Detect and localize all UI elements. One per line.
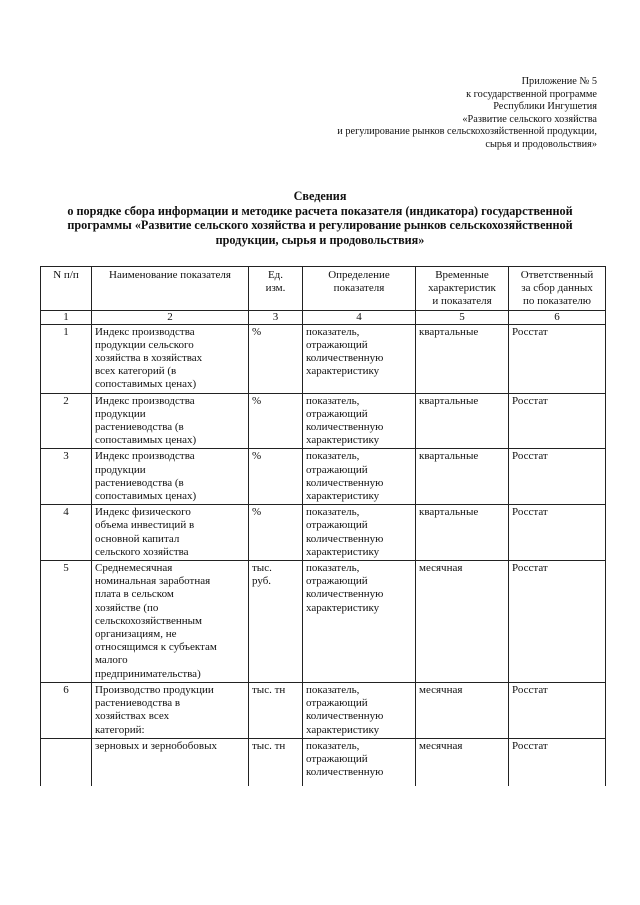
annex-line: «Развитие сельского хозяйства bbox=[462, 113, 597, 125]
row-number: 4 bbox=[41, 505, 92, 561]
row-number: 2 bbox=[41, 393, 92, 449]
definition-line: характеристику bbox=[306, 490, 380, 503]
unit-of-measure bbox=[249, 561, 303, 683]
indicator-name-line: продукции bbox=[95, 407, 146, 420]
definition-line: отражающий bbox=[306, 752, 368, 765]
header-frequency bbox=[416, 267, 509, 311]
indicator-name-line: малого bbox=[95, 654, 128, 667]
table-row bbox=[41, 393, 606, 449]
header-frequency-line: характеристик bbox=[428, 282, 496, 295]
definition-line: показатель, bbox=[306, 325, 360, 338]
indicator-name-line: продукции сельского bbox=[95, 338, 194, 351]
indicator-name-line: Индекс физического bbox=[95, 506, 191, 519]
time-characteristic: квартальные bbox=[416, 505, 509, 561]
indicator-name-line: сопоставимых ценах) bbox=[95, 434, 197, 447]
definition-line: количественную bbox=[306, 588, 384, 601]
indicator-name bbox=[92, 505, 249, 561]
document-title: Сведения bbox=[293, 189, 347, 203]
responsible-party: Росстат bbox=[509, 324, 606, 393]
unit-line: тыс. тн bbox=[252, 739, 286, 752]
indicator-name-line: сопоставимых ценах) bbox=[95, 490, 197, 503]
indicator-name-line: плата в сельском bbox=[95, 588, 174, 601]
document-heading bbox=[40, 189, 600, 247]
indicator-name-line: всех категорий (в bbox=[95, 365, 177, 378]
row-number bbox=[41, 738, 92, 786]
indicator-name-line: растениеводства (в bbox=[95, 476, 184, 489]
indicator-name-line: хозяйствах всех bbox=[95, 710, 170, 723]
table-row bbox=[41, 561, 606, 683]
indicator-definition bbox=[303, 738, 416, 786]
indicator-name-line: относящимся к субъектам bbox=[95, 641, 217, 654]
definition-line: отражающий bbox=[306, 407, 368, 420]
definition-line: количественную bbox=[306, 352, 384, 365]
definition-line: отражающий bbox=[306, 575, 368, 588]
definition-line: показатель, bbox=[306, 394, 360, 407]
indicator-definition bbox=[303, 505, 416, 561]
definition-line: отражающий bbox=[306, 338, 368, 351]
definition-line: характеристику bbox=[306, 723, 380, 736]
responsible-party: Росстат bbox=[509, 561, 606, 683]
definition-line: показатель, bbox=[306, 506, 360, 519]
header-definition-line: Определение bbox=[328, 269, 390, 281]
table-row bbox=[41, 324, 606, 393]
indicator-name-line: Индекс производства bbox=[95, 394, 195, 407]
column-number: 3 bbox=[249, 310, 303, 324]
annex-line: и регулирование рынков сельскохозяйственной продукции, bbox=[337, 126, 597, 138]
header-frequency-line: Временные bbox=[435, 269, 489, 281]
time-characteristic: квартальные bbox=[416, 393, 509, 449]
indicator-name-line: Среднемесячная bbox=[95, 562, 173, 575]
unit-line: тыс. bbox=[252, 562, 272, 575]
header-responsible-line: за сбор данных bbox=[521, 282, 593, 295]
document-subtitle-line: продукции, сырья и продовольствия» bbox=[215, 232, 425, 247]
definition-line: количественную bbox=[306, 476, 384, 489]
indicator-definition bbox=[303, 682, 416, 738]
indicator-name bbox=[92, 738, 249, 786]
table-row bbox=[41, 738, 606, 786]
indicator-name-line: растениеводства в bbox=[95, 697, 181, 710]
definition-line: количественную bbox=[306, 710, 384, 723]
definition-line: показатель, bbox=[306, 450, 360, 463]
unit-line: тыс. тн bbox=[252, 683, 286, 696]
header-frequency-line: и показателя bbox=[432, 295, 492, 308]
unit-of-measure bbox=[249, 449, 303, 505]
definition-line: количественную bbox=[306, 421, 384, 434]
indicator-name bbox=[92, 682, 249, 738]
annex-line: Республики Ингушетия bbox=[493, 101, 597, 113]
header-num: N п/п bbox=[41, 267, 92, 311]
unit-line: % bbox=[252, 450, 262, 463]
indicator-definition bbox=[303, 324, 416, 393]
unit-of-measure bbox=[249, 738, 303, 786]
table-row bbox=[41, 449, 606, 505]
responsible-party: Росстат bbox=[509, 393, 606, 449]
definition-line: характеристику bbox=[306, 434, 380, 447]
indicator-name bbox=[92, 561, 249, 683]
column-number: 4 bbox=[303, 310, 416, 324]
annex-note bbox=[267, 76, 597, 152]
indicator-name-line: номинальная заработная bbox=[95, 575, 211, 588]
column-number: 5 bbox=[416, 310, 509, 324]
indicator-name-line: хозяйства в хозяйствах bbox=[95, 352, 203, 365]
indicator-name-line: Индекс производства bbox=[95, 325, 195, 338]
time-characteristic: месячная bbox=[416, 682, 509, 738]
time-characteristic: месячная bbox=[416, 561, 509, 683]
header-unit-line: изм. bbox=[265, 282, 286, 295]
unit-line: % bbox=[252, 325, 262, 338]
responsible-party: Росстат bbox=[509, 738, 606, 786]
document-subtitle-line: программы «Развитие сельского хозяйства и регулирование рынков сельскохозяйственной bbox=[67, 218, 573, 233]
definition-line: отражающий bbox=[306, 463, 368, 476]
table-header-row bbox=[41, 267, 606, 311]
header-unit-line: Ед. bbox=[267, 269, 284, 281]
column-number: 2 bbox=[92, 310, 249, 324]
responsible-party: Росстат bbox=[509, 505, 606, 561]
annex-line: к государственной программе bbox=[466, 88, 597, 100]
indicator-name-line: категорий: bbox=[95, 723, 145, 736]
responsible-party: Росстат bbox=[509, 449, 606, 505]
annex-line: Приложение № 5 bbox=[521, 76, 597, 87]
definition-line: отражающий bbox=[306, 697, 368, 710]
unit-line: руб. bbox=[252, 575, 272, 588]
indicator-name-line: хозяйстве (по bbox=[95, 601, 159, 614]
header-unit bbox=[249, 267, 303, 311]
unit-of-measure bbox=[249, 682, 303, 738]
indicator-name-line: сопоставимых ценах) bbox=[95, 378, 197, 391]
definition-line: характеристику bbox=[306, 545, 380, 558]
indicator-definition bbox=[303, 561, 416, 683]
unit-of-measure bbox=[249, 505, 303, 561]
indicators-table bbox=[40, 266, 606, 786]
time-characteristic: месячная bbox=[416, 738, 509, 786]
unit-of-measure bbox=[249, 324, 303, 393]
column-number-row bbox=[41, 310, 606, 324]
definition-line: характеристику bbox=[306, 601, 380, 614]
header-name: Наименование показателя bbox=[92, 267, 249, 311]
indicator-name-line: Производство продукции bbox=[95, 683, 214, 696]
row-number: 3 bbox=[41, 449, 92, 505]
indicator-name-line: предпринимательства) bbox=[95, 667, 201, 680]
indicator-name-line: сельскохозяйственным bbox=[95, 614, 202, 627]
header-responsible-line: Ответственный bbox=[520, 269, 594, 281]
time-characteristic: квартальные bbox=[416, 449, 509, 505]
definition-line: показатель, bbox=[306, 683, 360, 696]
definition-line: количественную bbox=[306, 532, 384, 545]
indicator-name-line: организациям, не bbox=[95, 628, 177, 641]
header-definition-line: показателя bbox=[333, 282, 385, 295]
column-number: 1 bbox=[41, 310, 92, 324]
indicator-definition bbox=[303, 393, 416, 449]
row-number: 5 bbox=[41, 561, 92, 683]
unit-of-measure bbox=[249, 393, 303, 449]
table-row bbox=[41, 505, 606, 561]
indicator-name-line: Индекс производства bbox=[95, 450, 195, 463]
indicator-definition bbox=[303, 449, 416, 505]
unit-line: % bbox=[252, 506, 262, 519]
row-number: 1 bbox=[41, 324, 92, 393]
header-responsible-line: по показателю bbox=[523, 295, 591, 308]
indicator-name bbox=[92, 324, 249, 393]
time-characteristic: квартальные bbox=[416, 324, 509, 393]
definition-line: отражающий bbox=[306, 519, 368, 532]
indicator-name bbox=[92, 449, 249, 505]
indicator-name-line: объема инвестиций в bbox=[95, 519, 195, 532]
indicator-name-line: растениеводства (в bbox=[95, 421, 184, 434]
definition-line: количественную bbox=[306, 766, 384, 779]
annex-line: сырья и продовольствия» bbox=[485, 138, 597, 150]
header-definition bbox=[303, 267, 416, 311]
responsible-party: Росстат bbox=[509, 682, 606, 738]
definition-line: показатель, bbox=[306, 739, 360, 752]
definition-line: показатель, bbox=[306, 562, 360, 575]
header-responsible bbox=[509, 267, 606, 311]
indicator-name bbox=[92, 393, 249, 449]
column-number: 6 bbox=[509, 310, 606, 324]
indicator-name-line: сельского хозяйства bbox=[95, 545, 189, 558]
definition-line: характеристику bbox=[306, 365, 380, 378]
row-number: 6 bbox=[41, 682, 92, 738]
indicator-name-line: зерновых и зернобобовых bbox=[95, 739, 217, 752]
indicator-name-line: продукции bbox=[95, 463, 146, 476]
document-subtitle-line: о порядке сбора информации и методике расчета показателя (индикатора) государственной bbox=[67, 203, 573, 218]
indicator-name-line: основной капитал bbox=[95, 532, 180, 545]
unit-line: % bbox=[252, 394, 262, 407]
table-row bbox=[41, 682, 606, 738]
